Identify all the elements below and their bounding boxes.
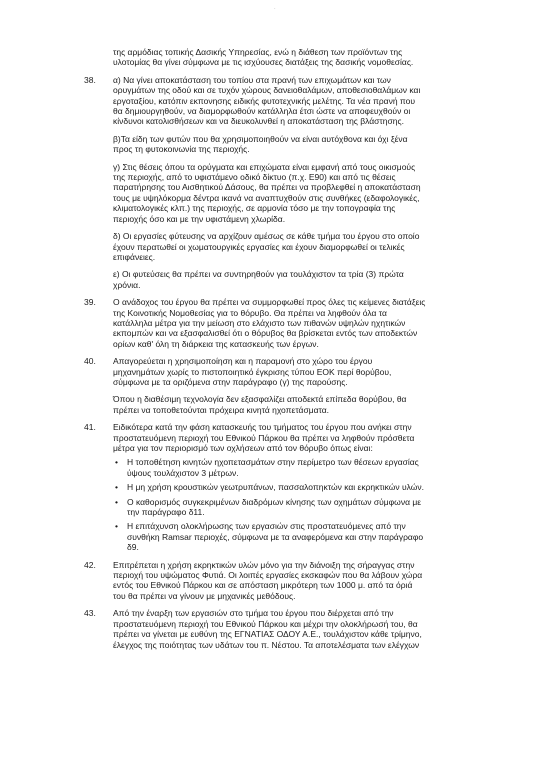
text-line: εργοταξίου, κατόπιν εκπονησης ειδικής φυτοτεχνικής μελέτης. Τα νέα πρανή που: [113, 95, 416, 106]
bullet-list: [113, 457, 504, 552]
list-item: [113, 521, 504, 552]
text-line: ε) Οι φυτεύσεις θα πρέπει να συντηρηθούν για τουλάχιστον τα τρία (3) πρώτα: [113, 269, 404, 280]
text-line: σύμφωνα με τα οριζόμενα στην παράγραφο (γ) της παρούσης.: [113, 376, 348, 387]
section-number: 43.: [84, 608, 96, 619]
text-line: κλιματολογικές κλπ.) της περιοχής, σε αρμονία τόσο με την τοπογραφία της: [113, 203, 396, 214]
section-number: 38.: [84, 74, 96, 85]
text-line: Η επιτάχυνση ολοκλήρωσης των εργασιών στις προστατευόμενες από την: [127, 521, 406, 532]
text-line: πρέπει να τοποθετούνται πρόχειρα κινητά ηχοπετάσματα.: [113, 404, 330, 415]
numbered-section: [84, 422, 504, 552]
paragraph: [113, 297, 504, 349]
text-line: χρόνια.: [113, 279, 141, 290]
bullet-icon: •: [115, 457, 118, 468]
text-line: μηχανημάτων χωρίς το πιστοποιητικό έγκρισης τύπου ΕΟΚ περί θορύβου,: [113, 366, 392, 377]
paragraph: [113, 560, 504, 602]
text-line: της αρμόδιας τοπικής Δασικής Υπηρεσίας, ενώ η διάθεση των προϊόντων της: [113, 47, 403, 57]
text-line: Ο ανάδοχος του έργου θα πρέπει να συμμορφωθεί προς όλες τις κείμενες διατάξεις: [113, 297, 426, 308]
list-item: [113, 482, 504, 492]
bullet-text: [127, 482, 504, 492]
numbered-section: [84, 75, 504, 290]
document-body: [84, 47, 504, 650]
text-line: μέτρα για τον περιορισμό των οχλήσεων από τον θόρυβο όπως είναι:: [113, 443, 373, 453]
numbered-section: [84, 356, 504, 415]
text-line: την παράγραφο δ11.: [127, 507, 205, 518]
section-number: 40.: [84, 356, 96, 367]
paragraph: [113, 269, 504, 290]
bullet-text: [127, 521, 504, 552]
text-line: του θα πρέπει να γίνουν με μηχανικές μεθόδους.: [113, 590, 296, 601]
text-line: ύψους τουλάχιστον 3 μέτρων.: [127, 467, 239, 478]
paragraph: [113, 608, 504, 650]
text-line: α) Να γίνει αποκατάσταση του τοπίου στα πρανή των επιχωμάτων και των: [113, 74, 391, 85]
text-line: της περιοχής, από το υφιστάμενο οδικό δίκτυο (π.χ. Ε90) και από τις θέσεις: [113, 172, 396, 183]
text-line: ορίων καθ' όλη τη διάρκεια της κατασκευής των έργων.: [113, 338, 319, 349]
text-line: περιοχής όσο και με την υφιστάμενη χλωρίδα.: [113, 213, 286, 224]
text-line: β)Τα είδη των φυτών που θα χρησιμοποιηθούν να είναι αυτόχθονα και όχι ξένα: [113, 133, 408, 144]
text-line: κατάλληλα μέτρα για την μείωση στο ελάχιστο των πιθανών υψηλών ηχητικών: [113, 317, 406, 328]
paragraph: [113, 231, 504, 262]
paragraph: [113, 356, 504, 387]
paragraph: [113, 422, 504, 453]
text-line: προστατευόμενη περιοχή του Εθνικού Πάρκου θα πρέπει να ληφθούν πρόσθετα: [113, 432, 415, 443]
intro-paragraph: [84, 47, 504, 68]
text-line: συνθήκη Ramsar περιοχές, σύμφωνα με τα αναφερόμενα και στην παράγραφο: [127, 531, 424, 542]
section-number: 41.: [84, 422, 96, 433]
bullet-text: [127, 497, 504, 518]
bullet-icon: •: [115, 496, 118, 507]
text-line: θα δημιουργηθούν, να διαμορφωθούν κατάλληλα έτσι ώστε να αποφευχθούν οι: [113, 106, 411, 117]
text-line: Απαγορεύεται η χρησιμοποίηση και η παραμονή στο χώρο του έργου: [113, 356, 373, 367]
paragraph: [113, 75, 504, 127]
text-line: της Κοινοτικής Νομοθεσίας για το θόρυβο. Θα πρέπει να ληφθούν όλα τα: [113, 307, 387, 318]
text-line: επιφάνειες.: [113, 251, 156, 262]
bullet-icon: •: [115, 521, 118, 532]
text-line: κίνδυνοι κατολισθήσεων και να διευκολυνθεί η αποκατάσταση της βλάστησης.: [113, 116, 404, 127]
text-line: προς τη φυτοκοινωνία της περιοχής.: [113, 144, 250, 155]
text-line: Επιτρέπεται η χρήση εκρηκτικών υλών μόνο για την διάνοιξη της σήραγγας στην: [113, 559, 415, 570]
section-number: 39.: [84, 297, 96, 308]
text-line: Ειδικότερα κατά την φάση κατασκευής του τμήματος του έργου που ανήκει στην: [113, 422, 412, 433]
text-line: δ) Οι εργασίες φύτευσης να αρχίζουν αμέσως σε κάθε τμήμα του έργου στο οποίο: [113, 231, 420, 242]
numbered-section: [84, 297, 504, 349]
text-line: Η τοποθέτηση κινητών ηχοπετασμάτων στην περίμετρο των θέσεων εργασίας: [127, 457, 419, 468]
text-line: περιοχή του υψώματος Φυτιά. Οι λοιπές εργασίες εκσκαφών που θα λάβουν χώρα: [113, 570, 423, 581]
text-line: πρέπει να γίνεται με ευθύνη της ΕΓΝΑΤΙΑΣ ΟΔΟΥ Α.Ε., τουλάχιστον κάθε τρίμηνο,: [113, 629, 422, 640]
top-mark: ·: [274, 6, 276, 12]
section-number: 42.: [84, 559, 96, 570]
text-line: Η μη χρήση κρουστικών γεωτρυπάνων, πασσαλοπηκτών και εκρηκτικών υλών.: [127, 482, 425, 493]
text-line: προστατευόμενη περιοχή του Εθνικού Πάρκου και μέχρι την ολοκλήρωσή του, θα: [113, 618, 418, 629]
bullet-icon: •: [115, 482, 118, 493]
text-line: δ9.: [127, 542, 139, 553]
text-line: εντός του Εθνικού Πάρκου και σε απόσταση μικρότερη των 1000 μ. από τα όριά: [113, 580, 413, 591]
list-item: [113, 497, 504, 518]
paragraph: [113, 47, 504, 68]
bullet-text: [127, 457, 504, 478]
numbered-section: [84, 560, 504, 602]
numbered-section: [84, 608, 504, 650]
text-line: Ο καθορισμός συγκεκριμένων διαδρόμων κίνησης των οχημάτων σύμφωνα με: [127, 496, 422, 507]
text-line: ορυγμάτων της οδού και σε τυχόν χώρους δανειοθαλάμων, αποθεσιοθαλάμων και: [113, 85, 421, 96]
text-line: τους με υψηλόκορμα δέντρα ικανά να αναπτυχθούν στις συνθήκες (εδαφολογικές,: [113, 192, 420, 203]
text-line: Όπου η διαθέσιμη τεχνολογία δεν εξασφαλίζει αποδεκτά επίπεδα θορύβου, θα: [113, 394, 407, 405]
text-line: έλεγχος της ποιότητας των υδάτων του π. Νέστου. Τα αποτελέσματα των ελέγχων: [113, 639, 420, 650]
text-line: παρατήρησης του Αισθητικού Δάσους, θα πρέπει να προβλεφθεί η αποκατάσταση: [113, 182, 421, 193]
text-line: έχουν περατωθεί οι χωματουργικές εργασίες και έχουν διαμορφωθεί οι τελικές: [113, 241, 405, 252]
list-item: [113, 457, 504, 478]
text-line: Από την έναρξη των εργασιών στο τμήμα του έργου που διέρχεται από την: [113, 608, 394, 619]
paragraph: [113, 162, 504, 224]
paragraph: [113, 394, 504, 415]
text-line: εκπομπών και να εξασφαλισθεί ότι ο θόρυβος θα βρίσκεται εντός των αποδεκτών: [113, 328, 418, 339]
paragraph: [113, 134, 504, 155]
text-line: υλοτομίας θα γίνει σύμφωνα με τις ισχύουσες διατάξεις της δασικής νομοθεσίας.: [113, 57, 414, 68]
text-line: γ) Στις θέσεις όπου τα ορύγματα και επιχώματα είναι εμφανή από τους οικισμούς: [113, 161, 416, 172]
